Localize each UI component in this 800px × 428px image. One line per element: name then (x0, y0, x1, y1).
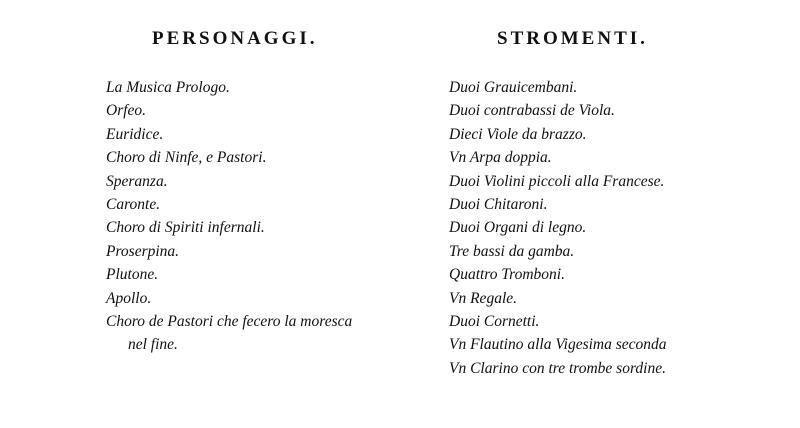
character-entry: Caronte. (106, 195, 161, 213)
character-entry: Euridice. (106, 125, 164, 143)
character-entry-continuation: nel fine. (128, 336, 178, 354)
instrument-entry: Dieci Viole da brazzo. (449, 125, 587, 143)
personaggi-heading: PERSONAGGI. (152, 28, 318, 49)
instrument-entry: Vn Clarino con tre trombe sordine. (449, 359, 666, 377)
character-entry: Choro di Spiriti infernali. (106, 219, 265, 237)
personaggi-list (106, 76, 352, 357)
instrument-entry: Vn Arpa doppia. (449, 149, 552, 167)
character-entry: Speranza. (106, 172, 168, 190)
character-entry: La Musica Prologo. (106, 79, 230, 96)
character-entry: Plutone. (106, 266, 159, 284)
instrument-entry: Vn Flautino alla Vigesima seconda (449, 336, 667, 354)
personaggi-column (106, 28, 406, 354)
instrument-entry: Duoi Grauicembani. (449, 79, 578, 96)
character-entry: Choro di Ninfe, e Pastori. (106, 149, 267, 167)
stromenti-column (449, 28, 749, 377)
instrument-entry: Tre bassi da gamba. (449, 242, 575, 260)
instrument-entry: Duoi Chitaroni. (449, 195, 548, 213)
character-entry: Apollo. (106, 289, 152, 307)
character-entry: Choro de Pastori che fecero la moresca (106, 312, 353, 330)
stromenti-list (449, 76, 667, 380)
instrument-entry: Quattro Tromboni. (449, 266, 565, 284)
instrument-entry: Duoi contrabassi de Viola. (449, 102, 615, 120)
instrument-entry: Duoi Violini piccoli alla Francese. (449, 172, 665, 190)
instrument-entry: Duoi Cornetti. (449, 312, 540, 330)
instrument-entry: Vn Regale. (449, 289, 518, 307)
instrument-entry: Duoi Organi di legno. (449, 219, 587, 237)
character-entry: Orfeo. (106, 102, 147, 120)
stromenti-heading: STROMENTI. (497, 28, 648, 49)
character-entry: Proserpina. (106, 242, 180, 260)
